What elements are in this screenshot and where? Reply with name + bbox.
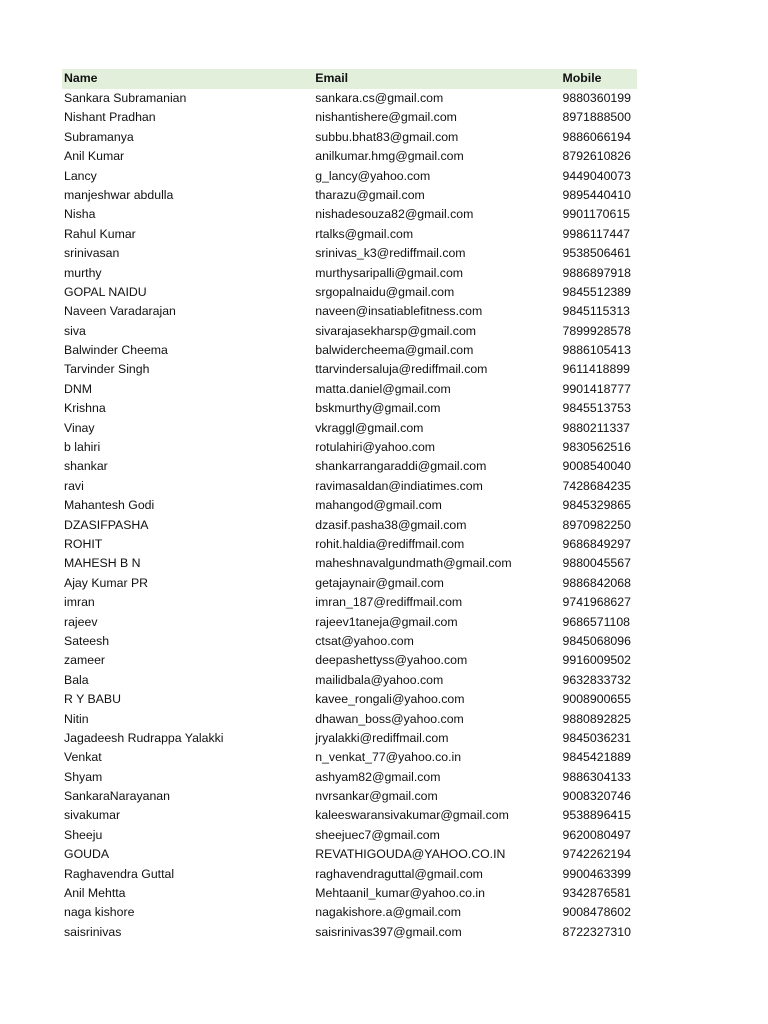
- mobile-cell: 8792610826: [562, 149, 631, 164]
- email-cell: n_venkat_77@yahoo.co.in: [315, 750, 462, 765]
- email-cell: imran_187@rediffmail.com: [315, 595, 463, 610]
- name-cell: GOUDA: [64, 847, 110, 862]
- table-row: [62, 322, 637, 341]
- table-row: [62, 671, 637, 690]
- mobile-cell: 9686849297: [562, 536, 631, 551]
- email-cell: nvrsankar@gmail.com: [315, 789, 438, 804]
- name-cell: manjeshwar abdulla: [64, 187, 174, 202]
- name-cell: SankaraNarayanan: [64, 789, 170, 804]
- mobile-cell: 9538506461: [562, 246, 631, 261]
- table-row: [62, 264, 637, 283]
- table-row: [62, 632, 637, 651]
- email-cell: bskmurthy@gmail.com: [315, 401, 441, 416]
- table-row: [62, 147, 637, 166]
- table-body: [62, 89, 637, 942]
- email-cell: jryalakki@rediffmail.com: [315, 730, 449, 745]
- table-row: [62, 283, 637, 302]
- table-row: [62, 845, 637, 864]
- email-cell: matta.daniel@gmail.com: [315, 381, 451, 396]
- name-cell: Mahantesh Godi: [64, 498, 155, 513]
- mobile-cell: 9686571108: [562, 614, 631, 629]
- name-cell: Nishant Pradhan: [64, 110, 156, 125]
- name-cell: Sankara Subramanian: [64, 91, 187, 105]
- table-row: [62, 826, 637, 845]
- name-cell: Naveen Varadarajan: [64, 304, 176, 319]
- table-row: [62, 341, 637, 360]
- mobile-cell: 9008320746: [562, 789, 631, 804]
- name-cell: saisrinivas: [64, 924, 122, 939]
- mobile-cell: 9538896415: [562, 808, 631, 823]
- table-row: [62, 516, 637, 535]
- mobile-cell: 9845512389: [562, 284, 631, 299]
- email-cell: srgopalnaidu@gmail.com: [315, 284, 455, 299]
- email-cell: balwidercheema@gmail.com: [315, 343, 474, 358]
- name-cell: MAHESH B N: [64, 556, 141, 571]
- table-row: [62, 399, 637, 418]
- table-row: [62, 477, 637, 496]
- mobile-cell: 9886066194: [562, 129, 631, 144]
- mobile-cell: 9632833732: [562, 672, 631, 687]
- table-row: [62, 302, 637, 321]
- name-cell: Bala: [64, 672, 89, 687]
- table-row: [62, 128, 637, 147]
- mobile-cell: 9845068096: [562, 633, 631, 648]
- email-cell: sheejuec7@gmail.com: [315, 827, 440, 842]
- email-cell: rohit.haldia@rediffmail.com: [315, 536, 465, 551]
- email-cell: mahangod@gmail.com: [315, 498, 442, 513]
- email-cell: saisrinivas397@gmail.com: [315, 924, 462, 939]
- mobile-cell: 9986117447: [562, 226, 631, 241]
- email-cell: shankarrangaraddi@gmail.com: [315, 459, 487, 474]
- name-cell: R Y BABU: [64, 692, 121, 707]
- mobile-cell: 7428684235: [562, 478, 631, 493]
- table-row: [62, 651, 637, 670]
- mobile-cell: 9845115313: [562, 304, 631, 319]
- email-cell: rtalks@gmail.com: [315, 226, 414, 241]
- mobile-cell: 9886304133: [562, 769, 631, 784]
- email-cell: naveen@insatiablefitness.com: [315, 304, 483, 319]
- mobile-cell: 9449040073: [562, 168, 631, 183]
- table-row: [62, 496, 637, 515]
- email-cell: maheshnavalgundmath@gmail.com: [315, 556, 512, 571]
- name-cell: Sateesh: [64, 633, 110, 648]
- mobile-cell: 9008478602: [562, 905, 631, 920]
- name-cell: Tarvinder Singh: [64, 362, 150, 377]
- table-row: [62, 380, 637, 399]
- mobile-cell: 8971888500: [562, 110, 631, 125]
- table-row: [62, 884, 637, 903]
- table-header-row: [62, 69, 637, 89]
- table-row: [62, 690, 637, 709]
- email-cell: REVATHIGOUDA@YAHOO.CO.IN: [315, 847, 506, 862]
- table-row: [62, 710, 637, 729]
- mobile-cell: 9886842068: [562, 575, 631, 590]
- table-row: [62, 903, 637, 922]
- mobile-cell: 9008900655: [562, 692, 631, 707]
- name-cell: ravi: [64, 478, 84, 493]
- email-cell: sivarajasekharsp@gmail.com: [315, 323, 477, 338]
- name-cell: Nitin: [64, 711, 89, 726]
- email-cell: mailidbala@yahoo.com: [315, 672, 444, 687]
- mobile-cell: 9845421889: [562, 750, 631, 765]
- mobile-cell: 9830562516: [562, 440, 631, 455]
- name-cell: shankar: [64, 459, 108, 474]
- name-cell: Vinay: [64, 420, 95, 435]
- email-cell: kavee_rongali@yahoo.com: [315, 692, 465, 707]
- column-header-name: Name: [64, 71, 98, 86]
- name-cell: Rahul Kumar: [64, 226, 136, 241]
- mobile-cell: 7899928578: [562, 323, 631, 338]
- table-row: [62, 205, 637, 224]
- table-row: [62, 593, 637, 612]
- name-cell: Anil Mehtta: [64, 886, 126, 901]
- mobile-cell: 9900463399: [562, 866, 631, 881]
- mobile-cell: 9886897918: [562, 265, 631, 280]
- mobile-cell: 9895440410: [562, 187, 631, 202]
- mobile-cell: 9901170615: [562, 207, 631, 222]
- mobile-cell: 9742262194: [562, 847, 631, 862]
- email-cell: srinivas_k3@rediffmail.com: [315, 246, 466, 261]
- email-cell: dhawan_boss@yahoo.com: [315, 711, 464, 726]
- name-cell: Krishna: [64, 401, 106, 416]
- table-row: [62, 535, 637, 554]
- name-cell: Subramanya: [64, 129, 134, 144]
- email-cell: tharazu@gmail.com: [315, 187, 425, 202]
- table-row: [62, 167, 637, 186]
- name-cell: Nisha: [64, 207, 96, 222]
- table-row: [62, 89, 637, 108]
- mobile-cell: 8722327310: [562, 924, 631, 939]
- table-row: [62, 748, 637, 767]
- name-cell: Balwinder Cheema: [64, 343, 168, 358]
- name-cell: Venkat: [64, 750, 102, 765]
- name-cell: Lancy: [64, 168, 97, 183]
- email-cell: deepashettyss@yahoo.com: [315, 653, 468, 668]
- email-cell: ctsat@yahoo.com: [315, 633, 414, 648]
- table-row: [62, 438, 637, 457]
- email-cell: rajeev1taneja@gmail.com: [315, 614, 458, 629]
- mobile-cell: 9845329865: [562, 498, 631, 513]
- table-row: [62, 865, 637, 884]
- table-row: [62, 923, 637, 942]
- name-cell: srinivasan: [64, 246, 120, 261]
- contact-table: [62, 69, 637, 942]
- mobile-cell: 9901418777: [562, 381, 631, 396]
- email-cell: getajaynair@gmail.com: [315, 575, 444, 590]
- name-cell: sivakumar: [64, 808, 121, 823]
- name-cell: siva: [64, 323, 86, 338]
- name-cell: GOPAL NAIDU: [64, 284, 147, 299]
- email-cell: ravimasaldan@indiatimes.com: [315, 478, 483, 493]
- name-cell: murthy: [64, 265, 102, 280]
- email-cell: nishantishere@gmail.com: [315, 110, 457, 125]
- name-cell: naga kishore: [64, 905, 135, 920]
- email-cell: ttarvindersaluja@rediffmail.com: [315, 362, 488, 377]
- column-header-mobile: Mobile: [562, 71, 602, 86]
- table-row: [62, 554, 637, 573]
- table-row: [62, 574, 637, 593]
- name-cell: DZASIFPASHA: [64, 517, 149, 532]
- table-row: [62, 806, 637, 825]
- table-row: [62, 787, 637, 806]
- email-cell: rotulahiri@yahoo.com: [315, 440, 436, 455]
- name-cell: rajeev: [64, 614, 98, 629]
- mobile-cell: 9880892825: [562, 711, 631, 726]
- mobile-cell: 8970982250: [562, 517, 631, 532]
- table-row: [62, 729, 637, 748]
- email-cell: g_lancy@yahoo.com: [315, 168, 431, 183]
- mobile-cell: 9916009502: [562, 653, 631, 668]
- mobile-cell: 9342876581: [562, 886, 631, 901]
- email-cell: nagakishore.a@gmail.com: [315, 905, 462, 920]
- email-cell: subbu.bhat83@gmail.com: [315, 129, 459, 144]
- email-cell: dzasif.pasha38@gmail.com: [315, 517, 467, 532]
- name-cell: Jagadeesh Rudrappa Yalakki: [64, 730, 224, 745]
- name-cell: Raghavendra Guttal: [64, 866, 175, 881]
- name-cell: imran: [64, 595, 95, 610]
- table-row: [62, 225, 637, 244]
- mobile-cell: 9620080497: [562, 827, 631, 842]
- email-cell: raghavendraguttal@gmail.com: [315, 866, 483, 881]
- mobile-cell: 9845036231: [562, 730, 631, 745]
- name-cell: Ajay Kumar PR: [64, 575, 149, 590]
- email-cell: ashyam82@gmail.com: [315, 769, 441, 784]
- name-cell: ROHIT: [64, 536, 103, 551]
- mobile-cell: 9008540040: [562, 459, 631, 474]
- email-cell: nishadesouza82@gmail.com: [315, 207, 474, 222]
- name-cell: b lahiri: [64, 440, 101, 455]
- email-cell: kaleeswaransivakumar@gmail.com: [315, 808, 509, 823]
- mobile-cell: 9611418899: [562, 362, 631, 377]
- table-row: [62, 613, 637, 632]
- email-cell: vkraggl@gmail.com: [315, 420, 424, 435]
- mobile-cell: 9880211337: [562, 420, 631, 435]
- table-row: [62, 768, 637, 787]
- name-cell: Shyam: [64, 769, 103, 784]
- mobile-cell: 9741968627: [562, 595, 631, 610]
- table-row: [62, 457, 637, 476]
- table-row: [62, 244, 637, 263]
- email-cell: murthysaripalli@gmail.com: [315, 265, 464, 280]
- mobile-cell: 9880360199: [562, 91, 631, 105]
- email-cell: anilkumar.hmg@gmail.com: [315, 149, 464, 164]
- table-row: [62, 419, 637, 438]
- table-row: [62, 186, 637, 205]
- mobile-cell: 9886105413: [562, 343, 631, 358]
- name-cell: Sheeju: [64, 827, 103, 842]
- table-row: [62, 360, 637, 379]
- name-cell: Anil Kumar: [64, 149, 125, 164]
- name-cell: DNM: [64, 381, 93, 396]
- table-row: [62, 108, 637, 127]
- column-header-email: Email: [315, 71, 349, 86]
- mobile-cell: 9845513753: [562, 401, 631, 416]
- mobile-cell: 9880045567: [562, 556, 631, 571]
- email-cell: Mehtaanil_kumar@yahoo.co.in: [315, 886, 485, 901]
- email-cell: sankara.cs@gmail.com: [315, 91, 444, 105]
- name-cell: zameer: [64, 653, 106, 668]
